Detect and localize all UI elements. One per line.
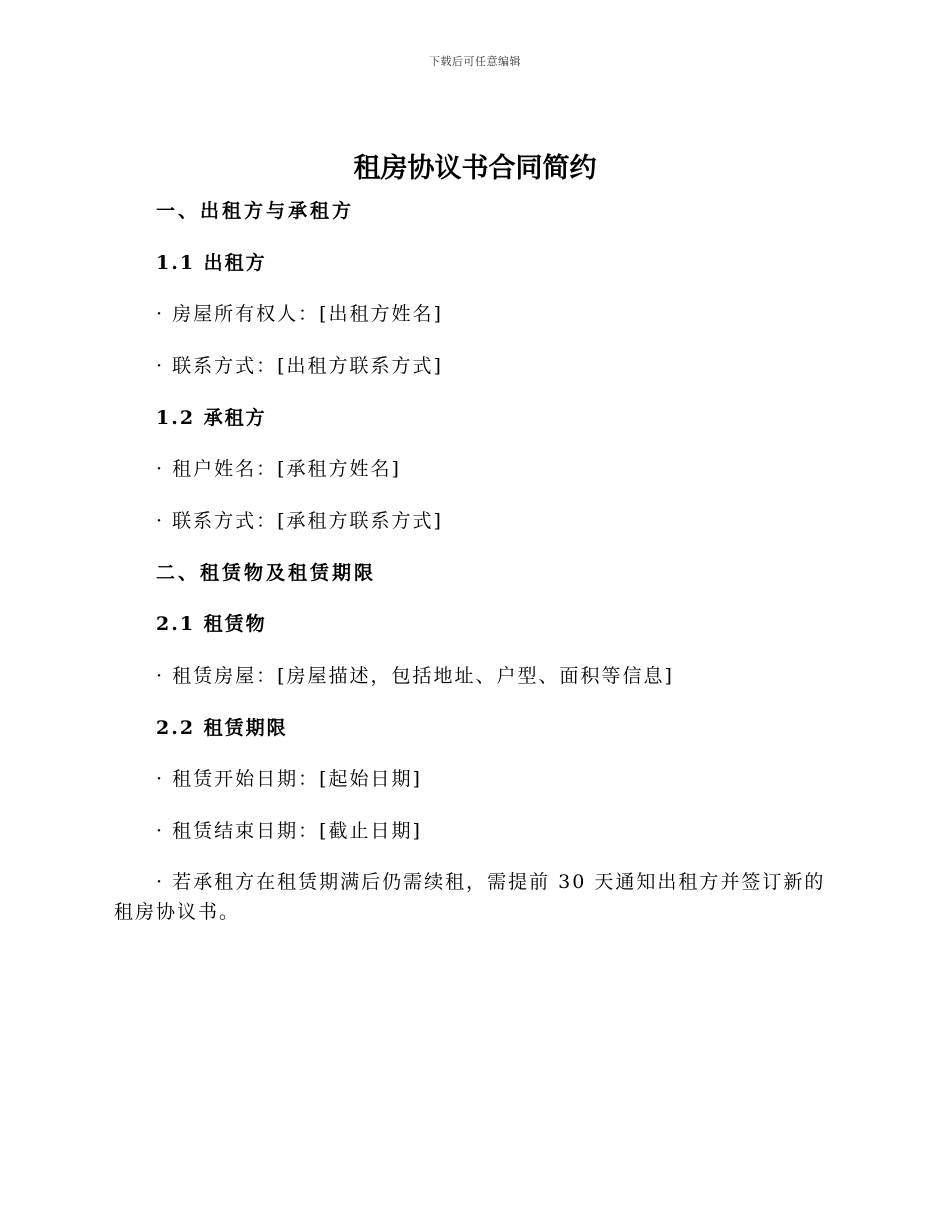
section-1-heading: 一、出租方与承租方 (156, 200, 355, 222)
lease-end-line: · 租赁结束日期：[截止日期] (156, 820, 422, 842)
section-1-1-heading: 1.1 出租方 (156, 252, 267, 274)
section-1-2-heading: 1.2 承租方 (156, 407, 267, 429)
header-note: 下载后可任意编辑 (429, 55, 521, 68)
lessor-contact-line: · 联系方式：[出租方联系方式] (156, 355, 443, 377)
section-2-heading: 二、租赁物及租赁期限 (156, 562, 377, 584)
document-title: 租房协议书合同简约 (353, 153, 597, 184)
leased-house-line: · 租赁房屋：[房屋描述，包括地址、户型、面积等信息] (156, 665, 674, 687)
lessor-owner-line: · 房屋所有权人：[出租方姓名] (156, 303, 443, 325)
lease-start-line: · 租赁开始日期：[起始日期] (156, 768, 422, 790)
section-2-1-heading: 2.1 租赁物 (156, 613, 267, 635)
renewal-paragraph: · 若承租方在租赁期满后仍需续租，需提前 30 天通知出租方并签订新的租房协议书。 (114, 871, 826, 923)
section-2-2-heading: 2.2 租赁期限 (156, 717, 288, 739)
lessee-contact-line: · 联系方式：[承租方联系方式] (156, 510, 443, 532)
lessee-name-line: · 租户姓名：[承租方姓名] (156, 458, 401, 480)
